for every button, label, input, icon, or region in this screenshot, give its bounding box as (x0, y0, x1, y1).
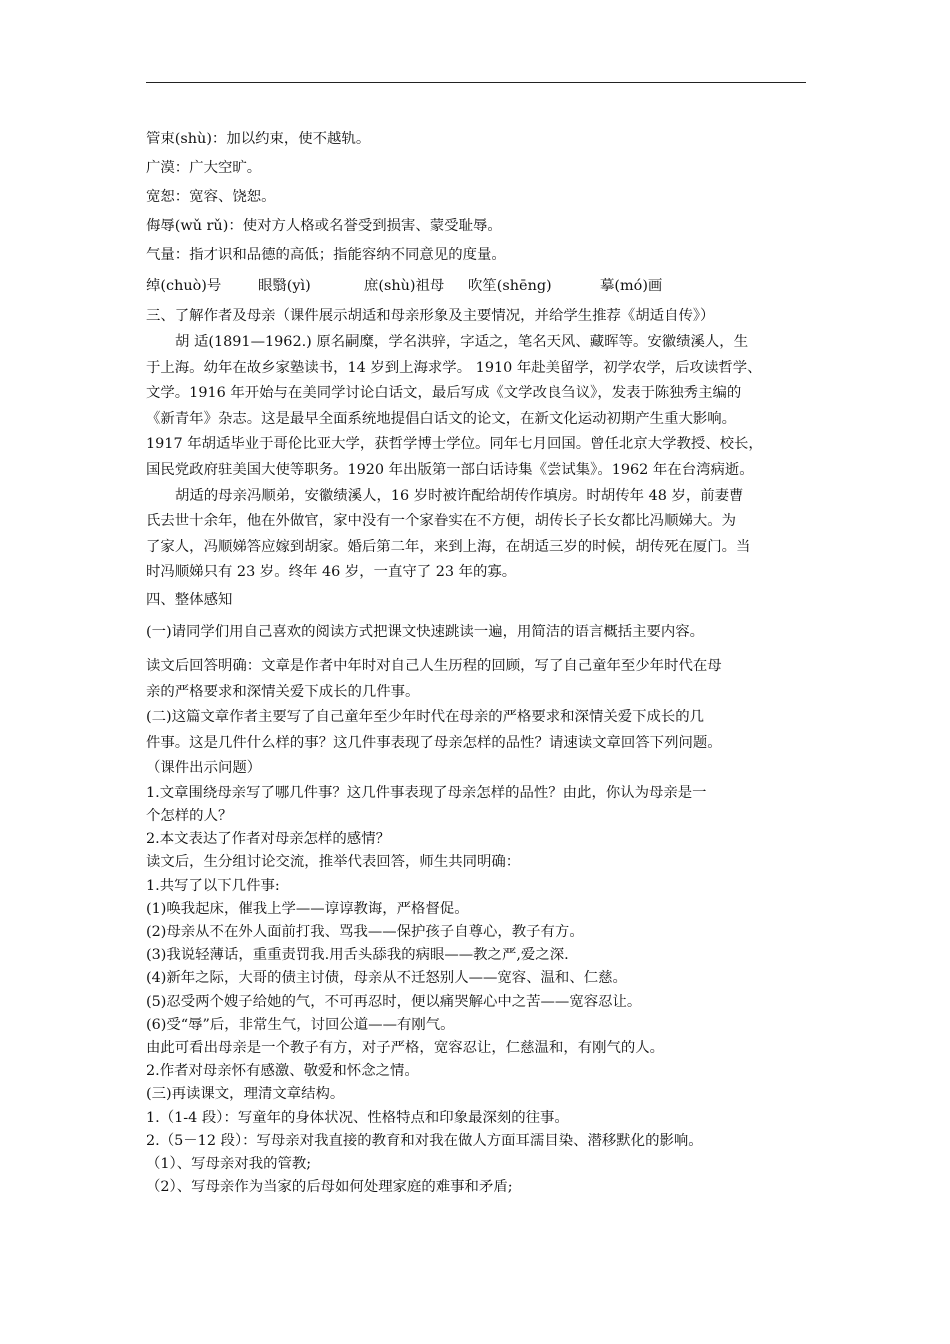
paragraph-line: 国民党政府驻美国大使等职务。1920 年出版第一部白话诗集《尝试集》。1962 年在台湾病逝。 (146, 461, 754, 478)
paragraph-line: 《新青年》杂志。这是最早全面系统地提倡白话文的论文，在新文化运动初期产生重大影响。 (146, 410, 737, 427)
paragraph-line: 读文后回答明确：文章是作者中年时对自己人生历程的回顾，写了自己童年至少年时代在母 (146, 657, 722, 674)
list-item: 2.本文表达了作者对母亲怎样的感情？ (146, 831, 390, 848)
list-item: (1)唤我起床，催我上学——谆谆教诲，严格督促。 (146, 900, 469, 917)
pronunciation-item: 吹笙(shēng) (468, 278, 552, 294)
list-item: 2.（5－12 段）：写母亲对我直接的教育和对我在做人方面耳濡目染、潜移默化的影响。 (146, 1132, 703, 1149)
paragraph-line: 件事。这是几件什么样的事？这几件事表现了母亲怎样的品性？请速读文章回答下列问题。 (146, 734, 722, 751)
paragraph-line: 1917 年胡适毕业于哥伦比亚大学，获哲学博士学位。同年七月回国。曾任北京大学教授、校长， (146, 436, 763, 453)
header-rule (146, 82, 806, 83)
vocabulary-list (146, 125, 806, 270)
list-item: (6)受“辱”后，非常生气，讨回公道——有刚气。 (146, 1016, 455, 1033)
paragraph-line: 文学。1916 年开始与在美同学讨论白话文，最后写成《文学改良刍议》，发表于陈独秀主编的 (146, 385, 742, 402)
question-one: (一)请同学们用自己喜欢的阅读方式把课文快速跳读一遍，用简洁的语言概括主要内容。 (146, 623, 705, 640)
vocab-item: 管束(shù)：加以约束，使不越轨。 (146, 131, 371, 147)
list-item: 1.文章围绕母亲写了哪几件事？这几件事表现了母亲怎样的品性？由此，你认为母亲是一 (146, 784, 707, 801)
list-item: (3)我说轻薄话，重重责罚我.用舌头舔我的病眼——教之严,爱之深. (146, 947, 569, 964)
pronunciation-item: 庶(shù)祖母 (364, 278, 445, 294)
vocab-item: 宽恕：宽容、饶恕。 (146, 189, 276, 205)
paragraph-line: 胡适的母亲冯顺弟，安徽绩溪人，16 岁时被许配给胡传作填房。时胡传年 48 岁，前妻曹 (175, 487, 744, 504)
vocab-item: 气量：指才识和品德的高低；指能容纳不同意见的度量。 (146, 247, 506, 263)
paragraph-line: 氏去世十余年，他在外做官，家中没有一个家眷实在不方便，胡传长子长女都比冯顺娣大。为 (146, 513, 737, 530)
list-item: 个怎样的人？ (146, 808, 233, 825)
paragraph-line: 于上海。幼年在故乡家塾读书，14 岁到上海求学。 1910 年赴美留学，初学农学，后攻读哲学、 (146, 359, 762, 376)
list-item: (三)再读课文，理清文章结构。 (146, 1086, 345, 1103)
question-two (146, 705, 806, 782)
question-two-details (146, 782, 806, 1199)
vocab-item: 广漠：广大空旷。 (146, 160, 262, 176)
mother-bio (146, 484, 806, 586)
paragraph-line: 亲的严格要求和深情关爱下成长的几件事。 (146, 683, 420, 700)
paragraph-line: (二)这篇文章作者主要写了自己童年至少年时代在母亲的严格要求和深情关爱下成长的几 (146, 709, 705, 726)
pronunciation-item: 摹(mó)画 (600, 278, 663, 294)
paragraph-line: 了家人，冯顺娣答应嫁到胡家。婚后第二年，来到上海，在胡适三岁的时候，胡传死在厦门。当 (146, 538, 751, 555)
section-heading: 三、了解作者及母亲（课件展示胡适和母亲形象及主要情况，并给学生推荐《胡适自传》） (146, 308, 715, 324)
list-item: 1.（1-4 段）：写童年的身体状况、性格特点和印象最深刻的往事。 (146, 1109, 569, 1126)
list-item: （2）、写母亲作为当家的后母如何处理家庭的难事和矛盾; (146, 1179, 513, 1196)
question-one-answer (146, 654, 806, 705)
author-bio (146, 330, 806, 484)
list-item: (5)忍受两个嫂子给她的气，不可再忍时，便以痛哭解心中之苦——宽容忍让。 (146, 993, 642, 1010)
list-item: 由此可看出母亲是一个教子有方，对子严格，宽容忍让，仁慈温和，有刚气的人。 (146, 1039, 665, 1056)
paragraph-line: （课件出示问题） (146, 760, 262, 777)
vocab-item: 侮辱(wǔ rǔ)：使对方人格或名誉受到损害、蒙受耻辱。 (146, 218, 502, 234)
list-item: (2)母亲从不在外人面前打我、骂我——保护孩子自尊心，教子有方。 (146, 924, 584, 941)
list-item: 2.作者对母亲怀有感激、敬爱和怀念之情。 (146, 1063, 419, 1080)
paragraph-line: 胡 适(1891—1962.) 原名嗣糜，学名洪骍，字适之，笔名天风、藏晖等。安徽绩溪人，生 (175, 334, 749, 350)
pronunciation-row (146, 270, 806, 302)
list-item: （1）、写母亲对我的管教; (146, 1155, 312, 1172)
list-item: 1.共写了以下几件事: (146, 877, 280, 894)
list-item: 读文后，生分组讨论交流，推举代表回答，师生共同明确： (146, 854, 521, 871)
section-heading: 四、整体感知 (146, 591, 233, 608)
paragraph-line: 时冯顺娣只有 23 岁。终年 46 岁，一直守了 23 年的寡。 (146, 564, 517, 581)
pronunciation-item: 绰(chuò)号 (146, 278, 222, 294)
list-item: (4)新年之际，大哥的债主讨债，母亲从不迁怒别人——宽容、温和、仁慈。 (146, 970, 627, 987)
document-page (146, 125, 806, 1199)
pronunciation-item: 眼翳(yì) (258, 278, 311, 294)
